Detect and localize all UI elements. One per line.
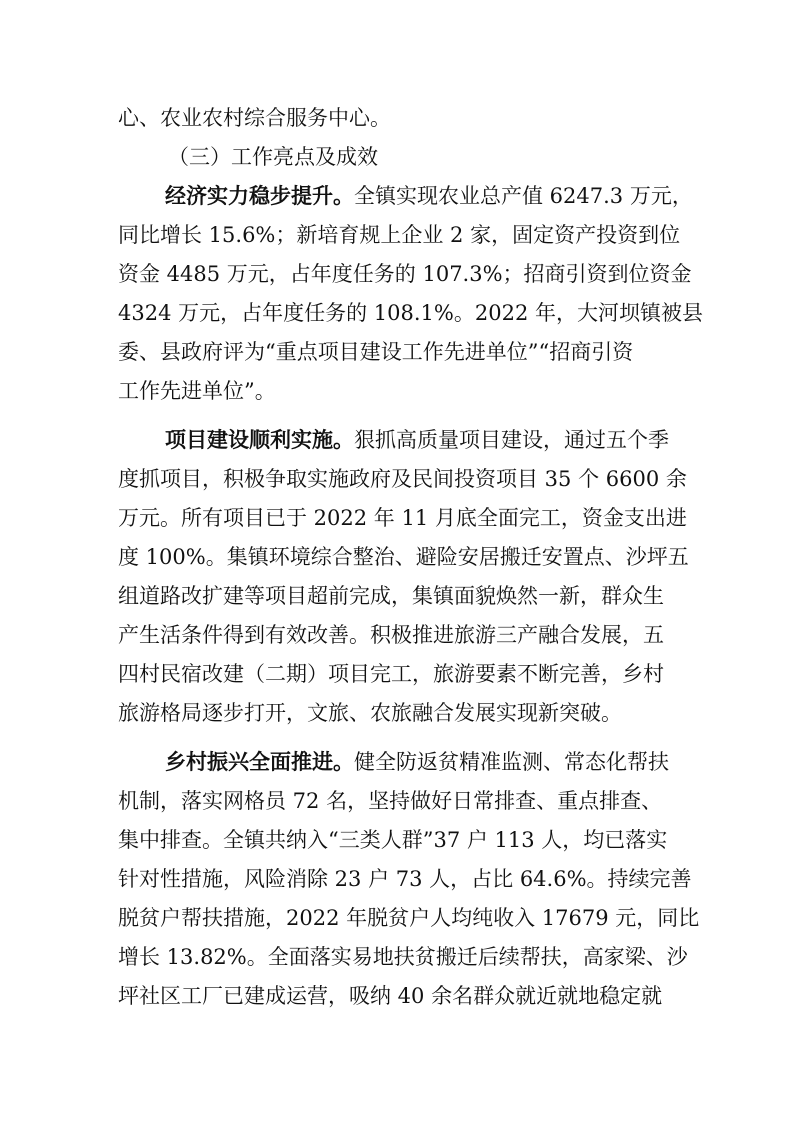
text-span: 全镇实现农业总产值 6247.3 万元， <box>354 184 693 208</box>
section-heading: （三）工作亮点及成效 <box>168 145 378 169</box>
paragraph-lead: 经济实力稳步提升。 <box>165 183 354 208</box>
text-line: 产生活条件得到有效改善。积极推进旅游三产融合发展，五 <box>118 623 664 647</box>
text-line: 度 100%。集镇环境综合整治、避险安居搬迁安置点、沙坪五 <box>118 545 689 569</box>
paragraph-projects-line <box>165 422 793 458</box>
paragraph-lead: 乡村振兴全面推进。 <box>165 749 354 774</box>
text-line: 万元。所有项目已于 2022 年 11 月底全面完工，资金支出进 <box>118 506 687 530</box>
text-line: 资金 4485 万元，占年度任务的 107.3%；招商引资到位资金 <box>118 262 692 286</box>
text-line: 4324 万元，占年度任务的 108.1%。2022 年，大河坝镇被县 <box>118 301 703 325</box>
text-line: 增长 13.82%。全面落实易地扶贫搬迁后续帮扶，高家梁、沙 <box>118 945 688 969</box>
text-line: 工作先进单位”。 <box>118 379 276 403</box>
text-line: 机制，落实网格员 72 名，坚持做好日常排查、重点排查、 <box>118 789 663 813</box>
text-line: 脱贫户帮扶措施，2022 年脱贫户人均纯收入 17679 元，同比 <box>118 906 700 930</box>
text-line: 旅游格局逐步打开，文旅、农旅融合发展实现新突破。 <box>118 701 622 725</box>
paragraph-rural-line <box>165 744 793 780</box>
text-line: 针对性措施，风险消除 23 户 73 人，占比 64.6%。持续完善 <box>118 867 692 891</box>
text-line: 委、县政府评为“重点项目建设工作先进单位”“招商引资 <box>118 340 634 364</box>
text-span: 狠抓高质量项目建设，通过五个季 <box>354 428 669 452</box>
text-line: 坪社区工厂已建成运营，吸纳 40 余名群众就近就地稳定就 <box>118 984 663 1008</box>
text-line: 集中排查。全镇共纳入“三类人群”37 户 113 人，均已落实 <box>118 828 668 852</box>
paragraph-economy-line <box>165 178 793 214</box>
text-span: 健全防返贫精准监测、常态化帮扶 <box>354 750 669 774</box>
text-line: 度抓项目，积极争取实施政府及民间投资项目 35 个 6600 余 <box>118 467 687 491</box>
text-line: 同比增长 15.6%；新培育规上企业 2 家，固定资产投资到位 <box>118 223 681 247</box>
text-line: 四村民宿改建（二期）项目完工，旅游要素不断完善，乡村 <box>118 662 664 686</box>
paragraph-lead: 项目建设顺利实施。 <box>165 427 354 452</box>
text-line: 组道路改扩建等项目超前完成，集镇面貌焕然一新，群众生 <box>118 584 664 608</box>
text-line: 心、农业农村综合服务中心。 <box>118 106 391 130</box>
